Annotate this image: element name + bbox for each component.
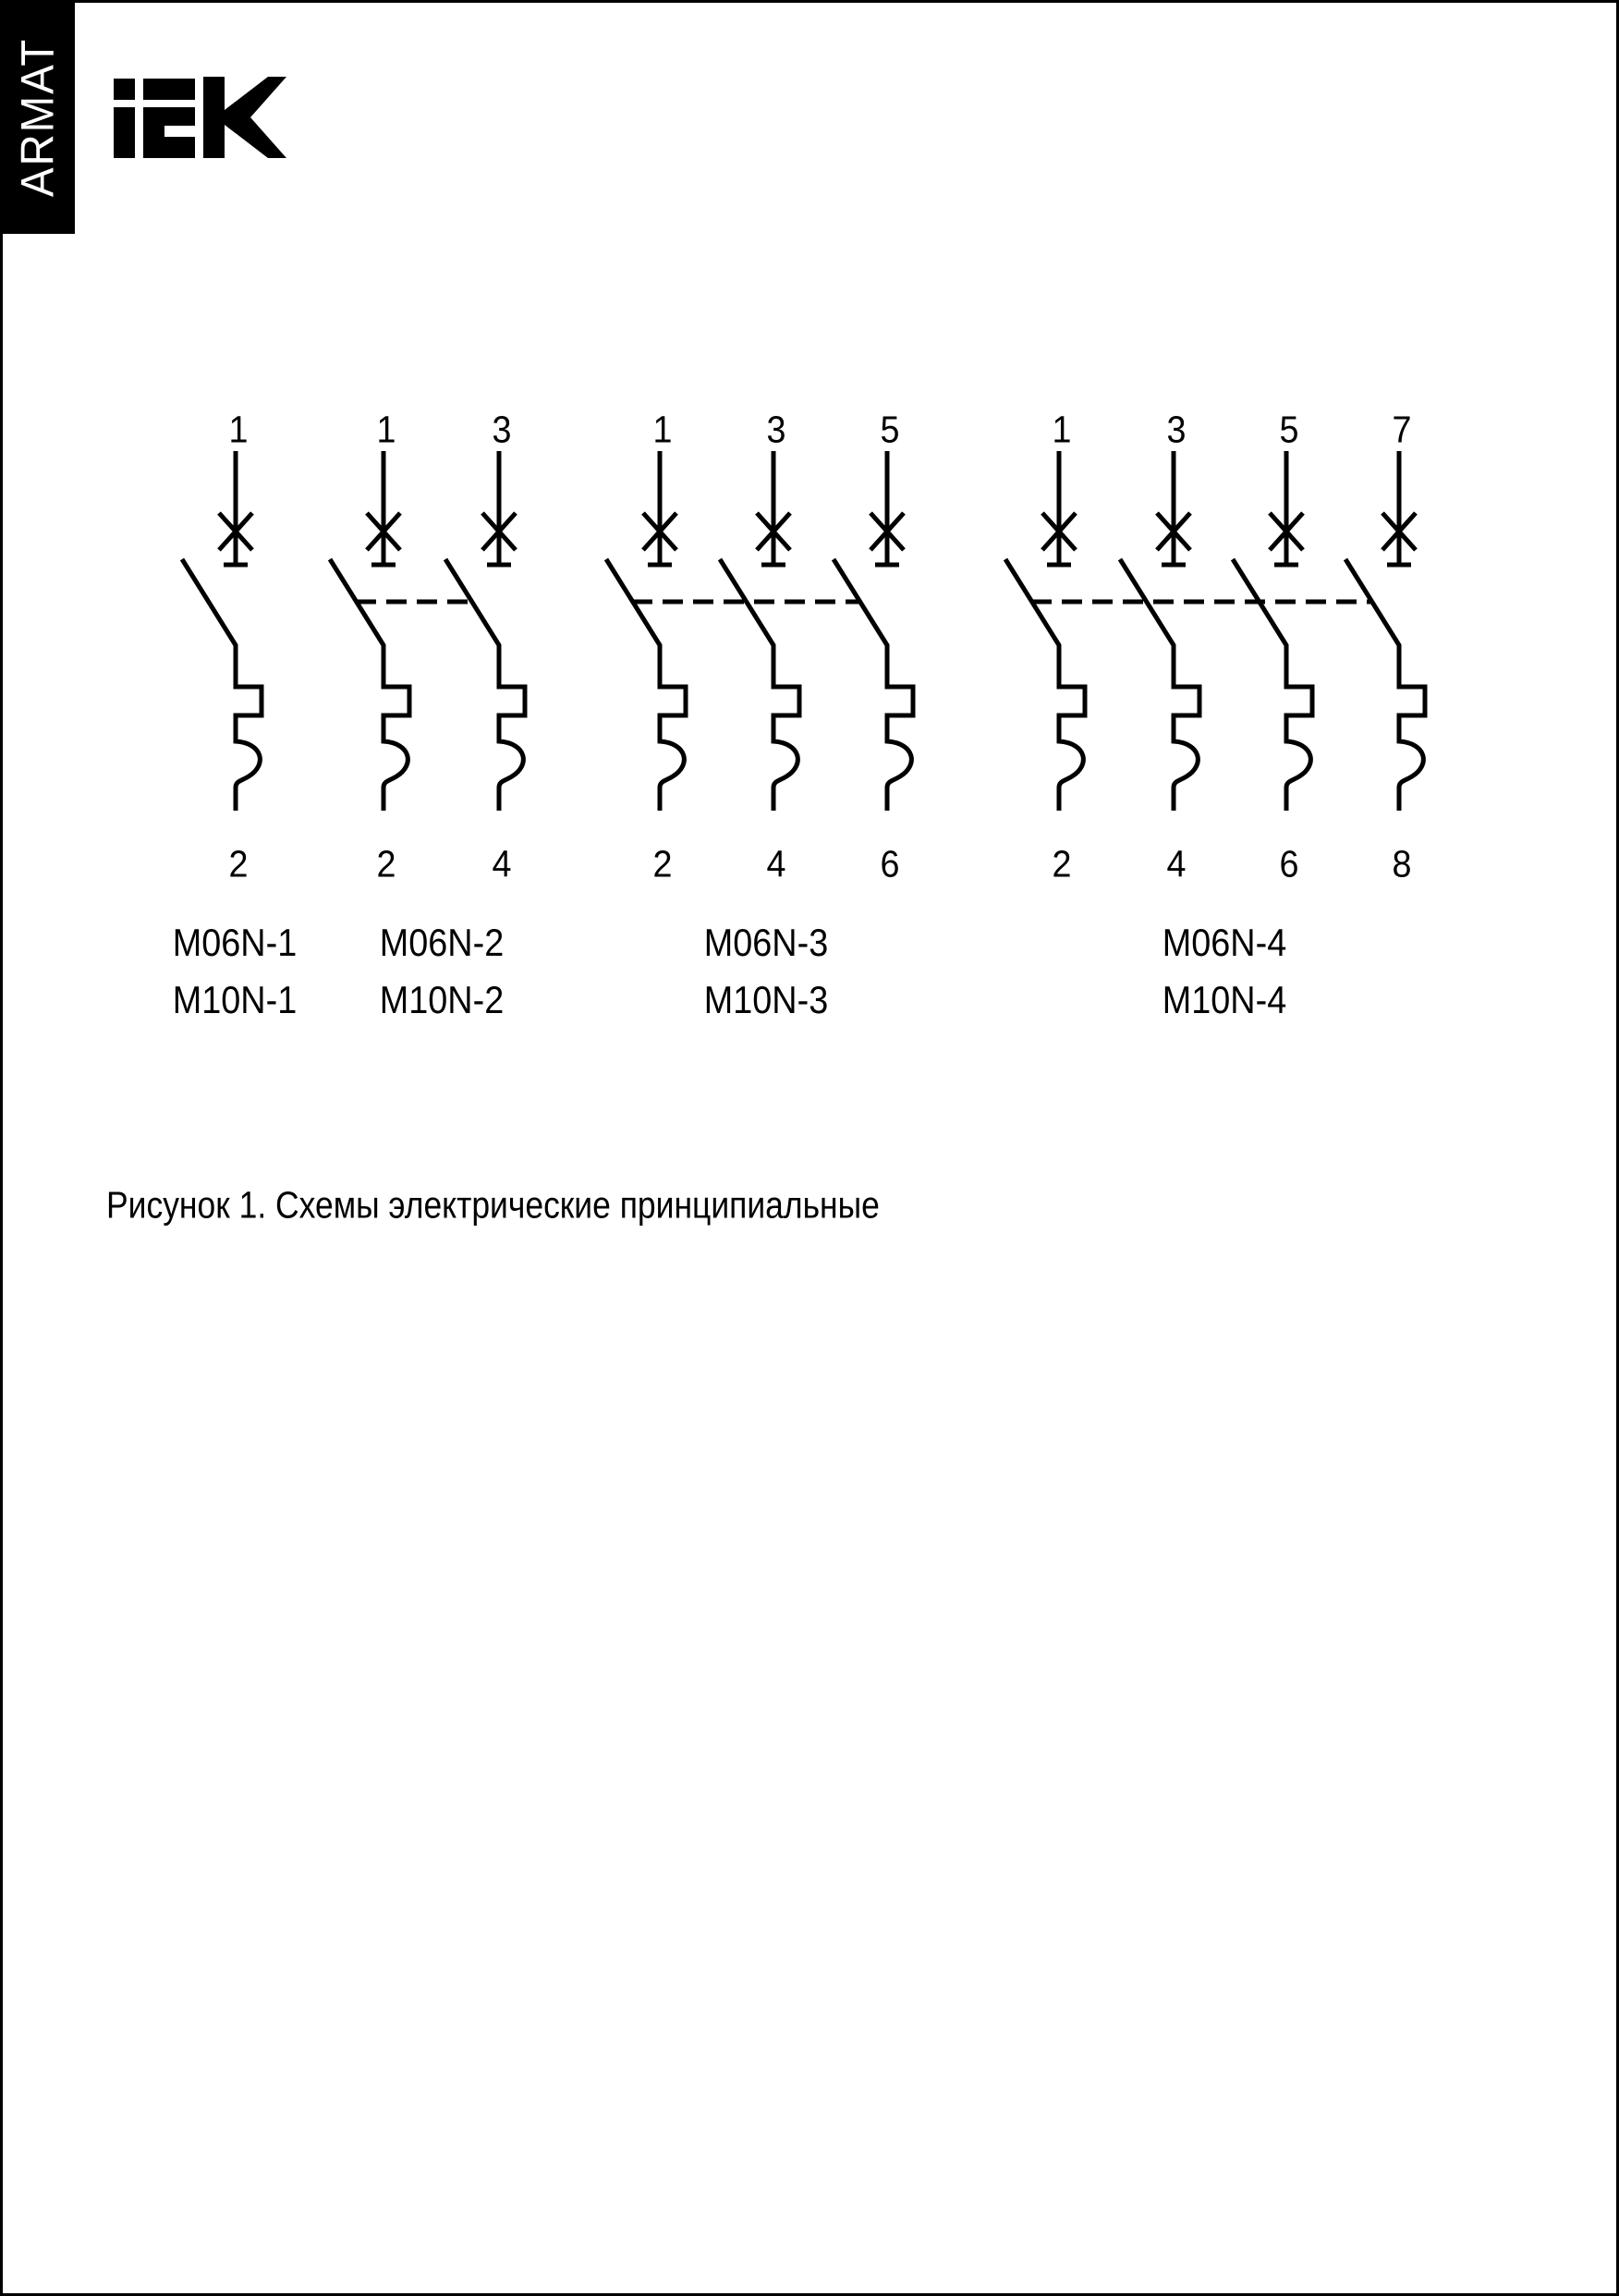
- terminal-number-top: 1: [228, 408, 249, 451]
- breaker-pole-symbol: [834, 451, 913, 811]
- terminal-number-bottom: 2: [228, 842, 249, 885]
- terminal-number-bottom: 4: [492, 842, 512, 885]
- breaker-pole-symbol: [182, 451, 262, 811]
- breaker-pole-symbol: [1005, 451, 1085, 811]
- terminal-number-top: 1: [376, 408, 396, 451]
- model-label: M10N-1: [172, 978, 298, 1021]
- pole-group-2: [330, 451, 525, 811]
- breaker-pole-symbol: [330, 451, 409, 811]
- breaker-pole-symbol: [606, 451, 686, 811]
- model-label: M06N-1: [172, 921, 298, 964]
- terminal-number-top: 7: [1392, 408, 1412, 451]
- pole-group-3: [606, 451, 913, 811]
- figure-caption: Рисунок 1. Схемы электрические принципиальные: [106, 1183, 880, 1227]
- terminal-number-top: 1: [1052, 408, 1072, 451]
- terminal-number-bottom: 2: [1052, 842, 1072, 885]
- model-label: M10N-4: [1162, 978, 1287, 1021]
- brand-name: ARMAT: [11, 37, 64, 197]
- terminal-number-top: 3: [492, 408, 512, 451]
- breaker-pole-symbol: [445, 451, 525, 811]
- breaker-pole-symbol: [720, 451, 799, 811]
- pole-group-4: [1005, 451, 1425, 811]
- breaker-pole-symbol: [1233, 451, 1312, 811]
- terminal-number-bottom: 4: [766, 842, 786, 885]
- terminal-number-top: 5: [1279, 408, 1299, 451]
- terminal-number-top: 3: [766, 408, 786, 451]
- model-label: M06N-2: [379, 921, 505, 964]
- terminal-number-bottom: 2: [376, 842, 396, 885]
- model-label: M10N-3: [703, 978, 829, 1021]
- terminal-number-top: 1: [652, 408, 673, 451]
- terminal-number-bottom: 6: [1279, 842, 1299, 885]
- model-label: M10N-2: [379, 978, 505, 1021]
- breaker-pole-symbol: [1120, 451, 1199, 811]
- pole-group-1: [182, 451, 262, 811]
- model-label: M06N-4: [1162, 921, 1287, 964]
- terminal-number-bottom: 6: [880, 842, 900, 885]
- terminal-number-top: 3: [1166, 408, 1187, 451]
- terminal-number-bottom: 8: [1392, 842, 1412, 885]
- terminal-number-bottom: 2: [652, 842, 673, 885]
- terminal-number-top: 5: [880, 408, 900, 451]
- breaker-pole-symbol: [1345, 451, 1425, 811]
- model-label: M06N-3: [703, 921, 829, 964]
- terminal-number-bottom: 4: [1166, 842, 1187, 885]
